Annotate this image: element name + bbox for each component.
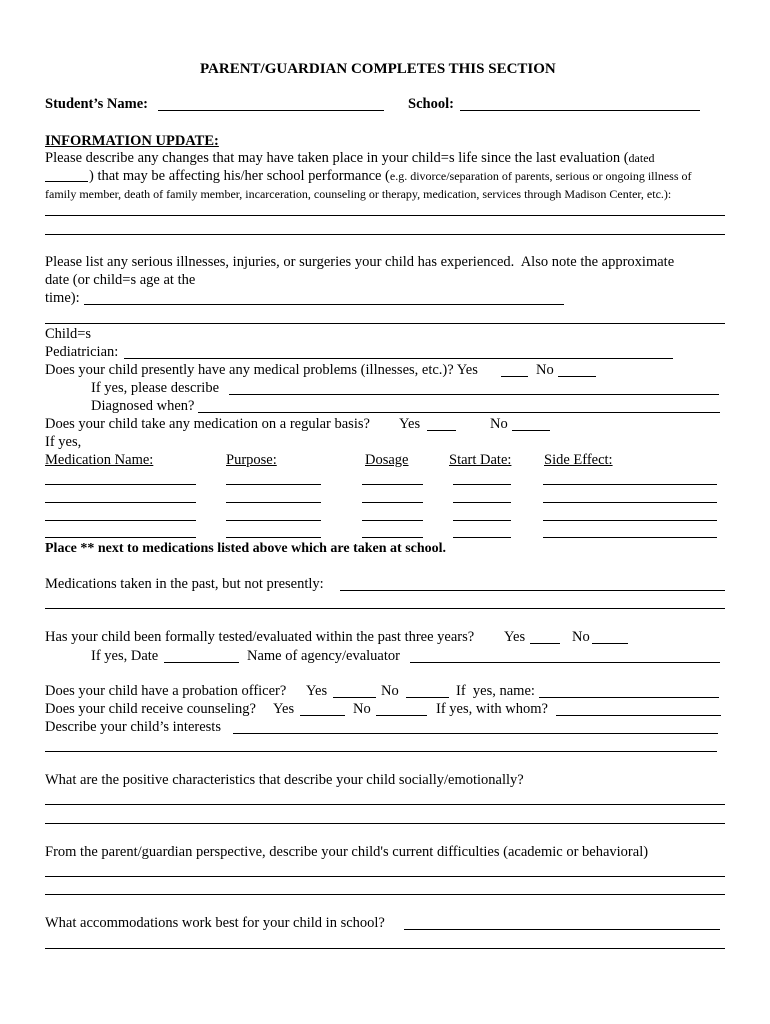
past-medications-field[interactable] bbox=[340, 590, 725, 591]
dosage-field[interactable] bbox=[362, 537, 423, 538]
probation-question: Does your child have a probation officer? bbox=[45, 683, 287, 699]
col-header-side-effect: Side Effect: bbox=[544, 452, 613, 468]
probation-name-label: If yes, name: bbox=[456, 683, 535, 699]
accommodations-answer-line[interactable] bbox=[45, 948, 725, 949]
medication-name-field[interactable] bbox=[45, 537, 196, 538]
tested-date-label: If yes, Date bbox=[91, 648, 159, 664]
info-update-answer-line[interactable] bbox=[45, 234, 725, 235]
medication-yes-label: Yes bbox=[399, 416, 421, 432]
illness-question-line1: Please list any serious illnesses, injuries, or surgeries your child has experienced. Also note the approximate bbox=[45, 254, 675, 270]
start-date-field[interactable] bbox=[453, 520, 511, 521]
col-header-dosage: Dosage bbox=[365, 452, 409, 468]
start-date-field[interactable] bbox=[453, 537, 511, 538]
student-name-label: Student’s Name: bbox=[45, 96, 148, 112]
col-header-medication-name: Medication Name: bbox=[45, 452, 154, 468]
info-update-text-line1: Please describe any changes that may have taken place in your child=s life since the last evaluation (dated bbox=[45, 150, 655, 166]
counseling-no-label: No bbox=[353, 701, 371, 717]
pediatrician-label-line1: Child=s bbox=[45, 326, 92, 342]
accommodations-question: What accommodations work best for your child in school? bbox=[45, 915, 385, 931]
medication-no-field[interactable] bbox=[512, 430, 550, 431]
pediatrician-field[interactable] bbox=[124, 358, 673, 359]
probation-yes-label: Yes bbox=[306, 683, 328, 699]
counseling-question: Does your child receive counseling? bbox=[45, 701, 256, 717]
dosage-field[interactable] bbox=[362, 484, 423, 485]
start-date-field[interactable] bbox=[453, 484, 511, 485]
difficulties-answer-line[interactable] bbox=[45, 876, 725, 877]
student-name-field[interactable] bbox=[158, 110, 384, 111]
evaluation-date-field[interactable] bbox=[45, 181, 88, 182]
illness-answer-line[interactable] bbox=[45, 323, 725, 324]
col-header-purpose: Purpose: bbox=[226, 452, 277, 468]
dosage-field[interactable] bbox=[362, 520, 423, 521]
medication-name-field[interactable] bbox=[45, 502, 196, 503]
illness-question-line3: time): bbox=[45, 290, 80, 306]
start-date-field[interactable] bbox=[453, 502, 511, 503]
dosage-field[interactable] bbox=[362, 502, 423, 503]
illness-answer-line[interactable] bbox=[84, 304, 564, 305]
diagnosed-field[interactable] bbox=[198, 412, 720, 413]
medication-yes-field[interactable] bbox=[427, 430, 456, 431]
accommodations-field[interactable] bbox=[404, 929, 720, 930]
counseling-no-field[interactable] bbox=[376, 715, 427, 716]
positive-characteristics-question: What are the positive characteristics that describe your child socially/emotionally? bbox=[45, 772, 524, 788]
purpose-field[interactable] bbox=[226, 520, 321, 521]
info-update-text-line2: ) that may be affecting his/her school performance (e.g. divorce/separation of parents, serious or ongoing illness of bbox=[89, 168, 692, 184]
describe-label: If yes, please describe bbox=[91, 380, 220, 396]
section-title: PARENT/GUARDIAN COMPLETES THIS SECTION bbox=[200, 61, 556, 77]
agency-label: Name of agency/evaluator bbox=[247, 648, 400, 664]
medication-no-label: No bbox=[490, 416, 508, 432]
medical-problems-question: Does your child presently have any medical problems (illnesses, etc.)? Yes bbox=[45, 362, 478, 378]
tested-yes-field[interactable] bbox=[530, 643, 560, 644]
diagnosed-label: Diagnosed when? bbox=[91, 398, 195, 414]
info-update-answer-line[interactable] bbox=[45, 215, 725, 216]
difficulties-question: From the parent/guardian perspective, describe your child's current difficulties (academic or behavioral) bbox=[45, 844, 649, 860]
medication-question: Does your child take any medication on a regular basis? bbox=[45, 416, 370, 432]
medication-if-yes-label: If yes, bbox=[45, 434, 82, 450]
school-field[interactable] bbox=[460, 110, 700, 111]
counseling-whom-label: If yes, with whom? bbox=[436, 701, 548, 717]
pediatrician-label-line2: Pediatrician: bbox=[45, 344, 119, 360]
counseling-yes-label: Yes bbox=[273, 701, 295, 717]
purpose-field[interactable] bbox=[226, 484, 321, 485]
tested-yes-label: Yes bbox=[504, 629, 526, 645]
probation-name-field[interactable] bbox=[539, 697, 719, 698]
medical-problems-no-field[interactable] bbox=[558, 376, 596, 377]
difficulties-answer-line[interactable] bbox=[45, 894, 725, 895]
positive-answer-line[interactable] bbox=[45, 804, 725, 805]
medication-name-field[interactable] bbox=[45, 520, 196, 521]
school-label: School: bbox=[408, 96, 454, 112]
side-effect-field[interactable] bbox=[543, 484, 717, 485]
interests-label: Describe your child’s interests bbox=[45, 719, 221, 735]
tested-date-field[interactable] bbox=[164, 662, 239, 663]
purpose-field[interactable] bbox=[226, 537, 321, 538]
tested-no-field[interactable] bbox=[592, 643, 628, 644]
purpose-field[interactable] bbox=[226, 502, 321, 503]
side-effect-field[interactable] bbox=[543, 537, 717, 538]
school-medications-note: Place ** next to medications listed above which are taken at school. bbox=[45, 541, 447, 556]
illness-question-line2: date (or child=s age at the bbox=[45, 272, 196, 288]
information-update-heading: INFORMATION UPDATE: bbox=[45, 133, 219, 149]
probation-yes-field[interactable] bbox=[333, 697, 376, 698]
interests-answer-line[interactable] bbox=[45, 751, 717, 752]
agency-field[interactable] bbox=[410, 662, 720, 663]
medical-problems-yes-field[interactable] bbox=[501, 376, 528, 377]
counseling-whom-field[interactable] bbox=[556, 715, 721, 716]
describe-field[interactable] bbox=[229, 394, 719, 395]
medication-name-field[interactable] bbox=[45, 484, 196, 485]
interests-field[interactable] bbox=[233, 733, 718, 734]
side-effect-field[interactable] bbox=[543, 520, 717, 521]
info-update-text-line3: family member, death of family member, incarceration, counseling or therapy, medication, services through Madison Center, etc.): bbox=[45, 187, 672, 201]
medical-problems-no-label: No bbox=[536, 362, 554, 378]
probation-no-label: No bbox=[381, 683, 399, 699]
counseling-yes-field[interactable] bbox=[300, 715, 345, 716]
tested-question: Has your child been formally tested/evaluated within the past three years? bbox=[45, 629, 475, 645]
past-medications-answer-line[interactable] bbox=[45, 608, 725, 609]
side-effect-field[interactable] bbox=[543, 502, 717, 503]
col-header-start-date: Start Date: bbox=[449, 452, 512, 468]
tested-no-label: No bbox=[572, 629, 590, 645]
positive-answer-line[interactable] bbox=[45, 823, 725, 824]
past-medications-label: Medications taken in the past, but not presently: bbox=[45, 576, 324, 592]
probation-no-field[interactable] bbox=[406, 697, 449, 698]
